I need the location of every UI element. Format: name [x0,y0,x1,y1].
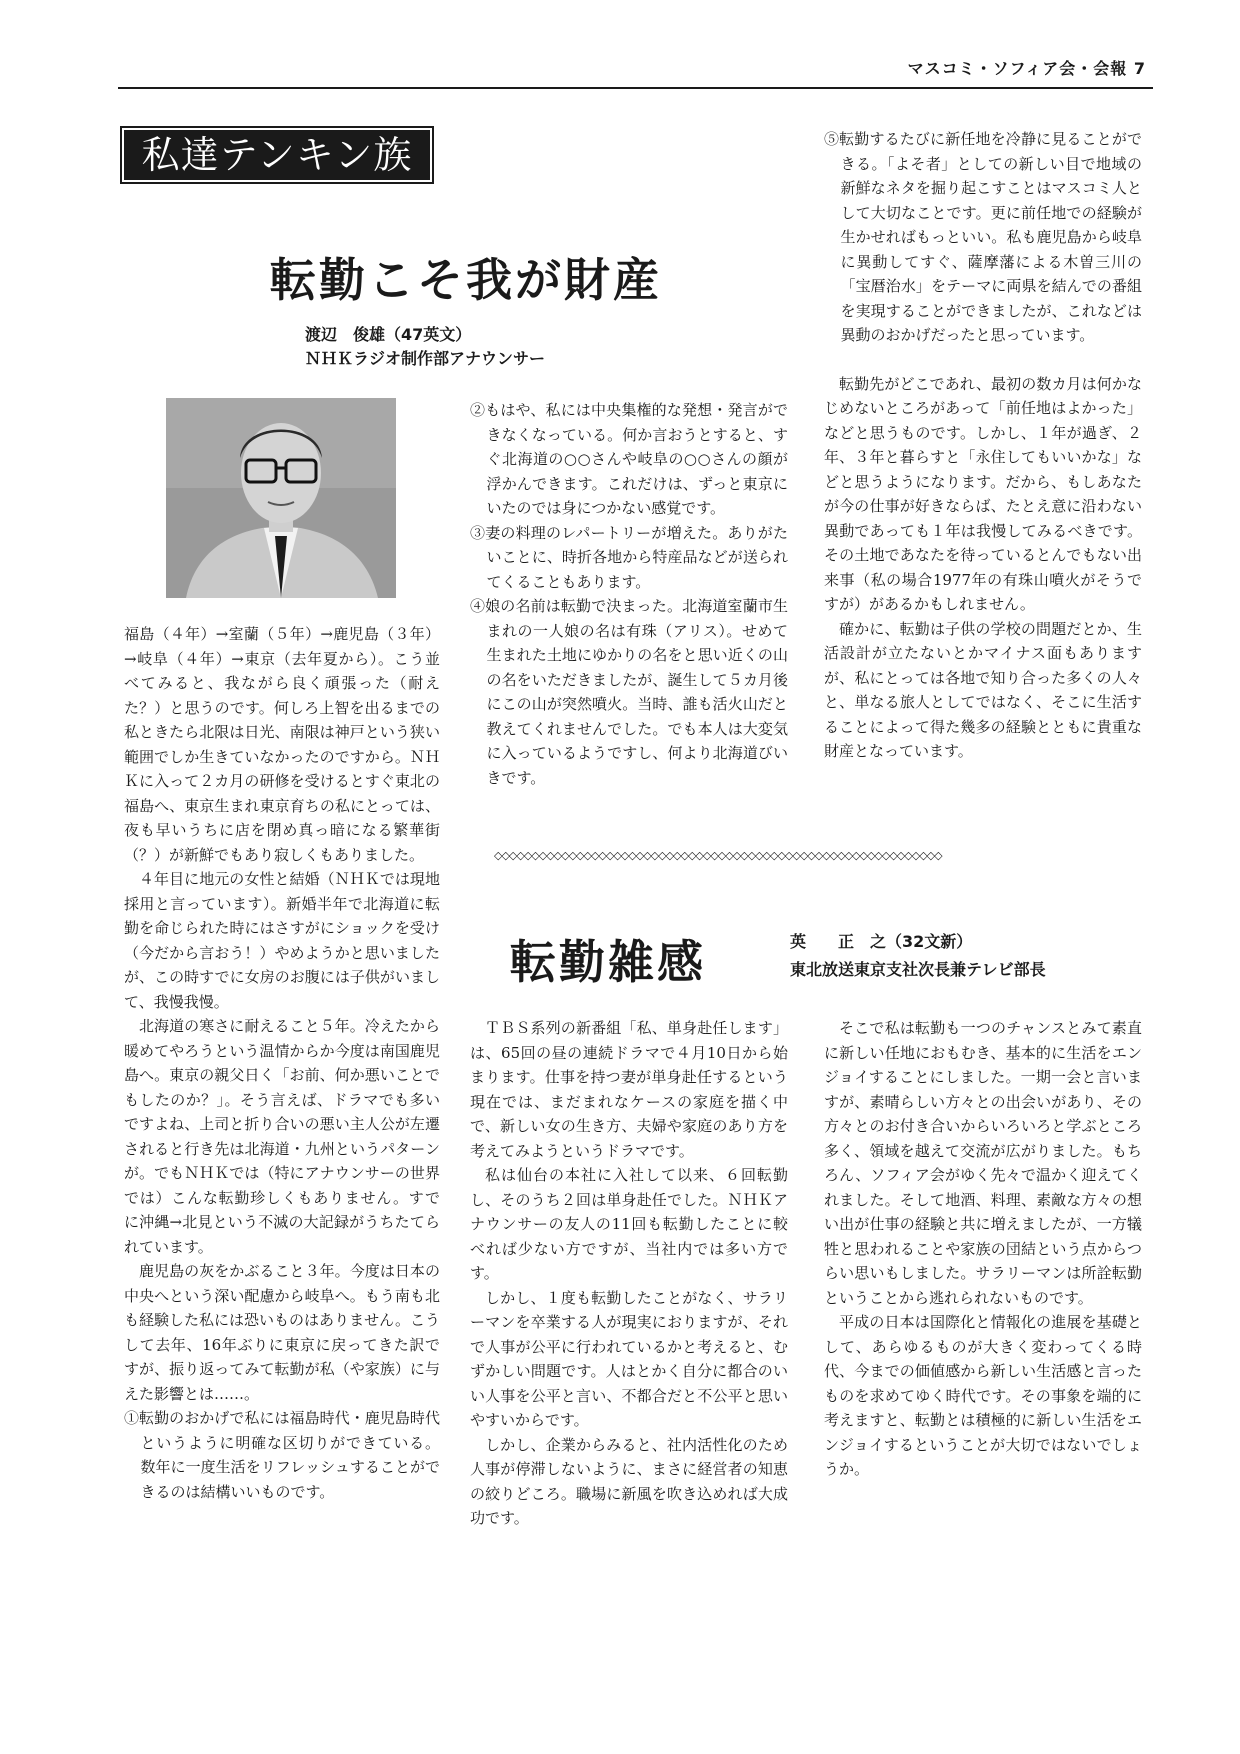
paragraph: 平成の日本は国際化と情報化の進展を基礎として、あらゆるものが大きく変わってくる時代、今までの価値感から新しい生活感と言ったものを求めてゆく時代です。その事象を端的に考えますと、転勤とは積極的に新しい生活をエンジョイするということが大切ではないでしょうか。 [824,1313,1142,1478]
paragraph: しかし、１度も転勤したことがなく、サラリーマンを卒業する人が現実におりますが、それで人事が公平に行われているかと考えると、むずかしい問題です。人はとかく自分に都合のいい人事を公平と言い、不都合だと不公平と思いやすいからです。 [470,1288,788,1429]
paragraph: 鹿児島の灰をかぶること３年。今度は日本の中央へという深い配慮から岐阜へ。もう南も北も経験した私には恐いものはありません。こうして去年、16年ぶりに東京に戻ってきた訳ですが、振り返ってみて転勤が私（や家族）に与えた影響とは……。 [124,1262,440,1403]
paragraph: ①転勤のおかげで私には福島時代・鹿児島時代というように明確な区切りができている。数年に一度生活をリフレッシュすることができるのは結構いいものです。 [124,1409,440,1501]
series-banner: 私達テンキン族 [124,130,430,180]
paragraph: ②もはや、私には中央集権的な発想・発言ができなくなっている。何か言おうとすると、すぐ北海道の○○さんや岐阜の○○さんの顔が浮かんできます。これだけは、ずっと東京にいたのでは身につかない感覚です。 [470,401,788,517]
article2-affiliation: 東北放送東京支社次長兼テレビ部長 [790,960,1046,979]
paragraph: ③妻の料理のレパートリーが増えた。ありがたいことに、時折各地から特産品などが送られてくることもあります。 [470,523,788,591]
paragraph: そこで私は転勤も一つのチャンスとみて素直に新しい任地におもむき、基本的に生活をエンジョイすることにしました。一期一会と言いますが、素晴らしい方々との出会いがあり、その方々とのお付き合いからいろいろと学ぶところ多く、領域を越えて交流が広がりました。もちろん、ソフィア会がゆく先々で温かく迎えてくれました。そして地酒、料理、素敵な方々の想い出が仕事の経験と共に増えましたが、一方犠牲と思われることや家族の団結という点からつらい思いもしました。サラリーマンは所詮転勤ということから逃れられないものです。 [824,1019,1142,1307]
author-photo [166,398,396,598]
article1-column-3 [824,127,1142,764]
article2-column-1 [470,1016,788,1531]
paragraph: 転勤先がどこであれ、最初の数カ月は何かなじめないところがあって「前任地はよかった」などと思うものです。しかし、１年が過ぎ、２年、３年と暮らすと「永住してもいいかな」などと思うようになります。だから、もしあなたが今の仕事が好きならば、たとえ意に沿わない異動であっても１年は我慢してみるべきです。その土地であなたを待っているとんでもない出来事（私の場合1977年の有珠山噴火がそうですが）があるかもしれません。 [824,374,1142,613]
paragraph: しかし、企業からみると、社内活性化のため人事が停滞しないように、まさに経営者の知恵の絞りどころ。職場に新風を吹き込めれば大成功です。 [470,1435,788,1527]
paragraph: ④娘の名前は転勤で決まった。北海道室蘭市生まれの一人娘の名は有珠（アリス）。せめて生まれた土地にゆかりの名をと思い近くの山の名をいただきましたが、誕生して５カ月後にこの山が突然噴火。当時、誰も活火山だと教えてくれませんでした。でも本人は大変気に入っているようですし、何より北海道びいきです。 [470,597,788,787]
paragraph: 私は仙台の本社に入社して以来、６回転勤し、そのうち２回は単身赴任でした。ＮＨＫアナウンサーの友人の11回も転勤したことに較べれば少ない方ですが、当社内では多い方です。 [470,1166,788,1282]
header-rule [118,87,1153,89]
paragraph: 確かに、転勤は子供の学校の問題だとか、生活設計が立たないとかマイナス面もありますが、私にとっては各地で知り合った多くの人々と、単なる旅人としてではなく、そこに生活することによって得た幾多の経験とともに貴重な財産となっています。 [824,619,1142,760]
paragraph: 北海道の寒さに耐えること５年。冷えたから暖めてやろうという温情からか今度は南国鹿児島へ。東京の親父日く「お前、何か悪いことでもしたのか？」。そう言えば、ドラマでも多いですよね、上司と折り合いの悪い主人公が左遷されると行き先は北海道・九州というパターンが。でもＮＨＫでは（特にアナウンサーの世界では）こんな転勤珍しくもありません。すでに沖縄→北見という不滅の大記録がうちたてられています。 [124,1017,440,1256]
header-title: マスコミ・ソフィア会・会報 7 [907,59,1146,78]
article1-column-2 [470,398,788,790]
article1-title: 転勤こそ我が財産 [270,253,662,307]
paragraph: 福島（４年）→室蘭（５年）→鹿児島（３年）→岐阜（４年）→東京（去年夏から）。こう並べてみると、我ながら良く頑張った（耐えた？）と思うのです。何しろ上智を出るまでの私ときたら北限は日光、南限は神戸という狭い範囲でしか生きていなかったのですから。ＮＨＫに入って２カ月の研修を受けるとすぐ東北の福島へ、東京生まれ東京育ちの私にとっては、夜も早いうちに店を閉め真っ暗になる繁華街（？）が新鮮でもあり寂しくもありました。 [124,625,440,864]
paragraph: ＴＢＳ系列の新番組「私、単身赴任します」は、65回の昼の連続ドラマで４月10日から始まります。仕事を持つ妻が単身赴任するという現在では、まだまれなケースの家庭を描く中で、新しい女の生き方、夫婦や家庭のあり方を考えてみようというドラマです。 [470,1019,788,1160]
author-portrait-image [166,398,396,598]
article2-author: 英 正 之（32文新） [790,932,973,951]
article1-column-1 [124,622,440,1504]
article2-column-2 [824,1016,1142,1482]
article1-author: 渡辺 俊雄（47英文） [305,325,472,344]
paragraph: ⑤転勤するたびに新任地を冷静に見ることができる。「よそ者」としての新しい目で地域の新鮮なネタを掘り起こすことはマスコミ人として大切なことです。更に前任地での経験が生かせればもっといい。私も鹿児島から岐阜に異動してすぐ、薩摩藩による木曽三川の「宝暦治水」をテーマに両県を結んでの番組を実現することができましたが、これなどは異動のおかげだったと思っています。 [824,130,1142,344]
section-divider: ◇◇◇◇◇◇◇◇◇◇◇◇◇◇◇◇◇◇◇◇◇◇◇◇◇◇◇◇◇◇◇◇◇◇◇◇◇◇◇◇◇◇◇◇◇◇◇◇◇◇◇◇◇◇◇◇◇◇◇◇ [494,849,942,862]
article2-title: 転勤雑感 [510,935,706,989]
article1-affiliation: ＮＨＫラジオ制作部アナウンサー [305,349,546,368]
paragraph: ４年目に地元の女性と結婚（ＮＨＫでは現地採用と言っています）。新婚半年で北海道に転勤を命じられた時にはさすがにショックを受け（今だから言おう！）やめようかと思いましたが、この時すでに女房のお腹には子供がいまして、我慢我慢。 [124,870,440,1011]
